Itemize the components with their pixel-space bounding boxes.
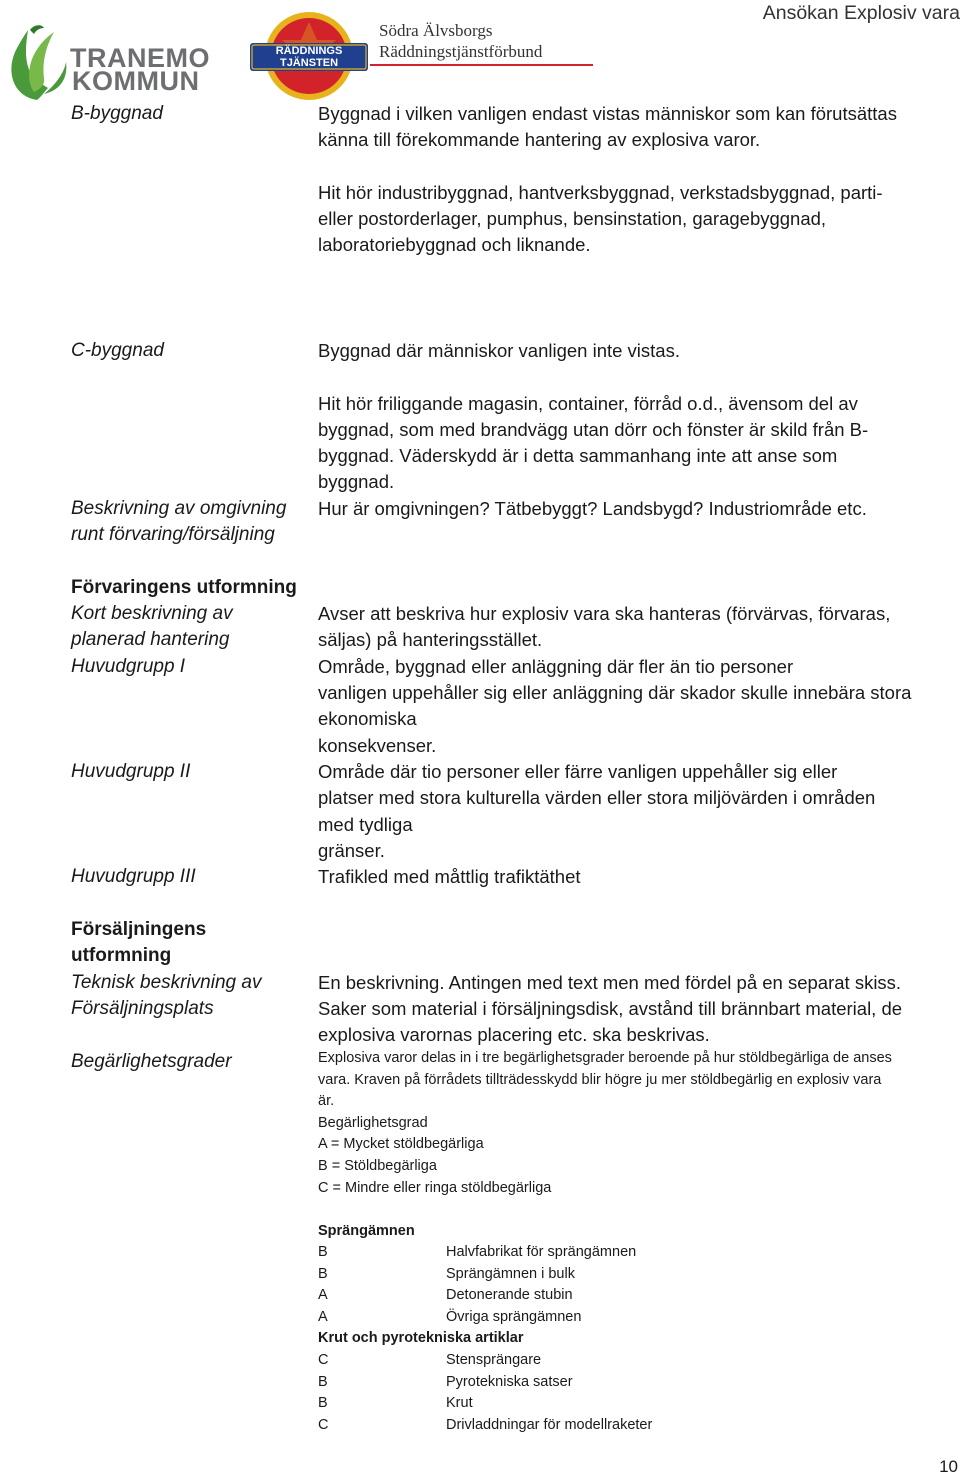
org-name-line1: Södra Älvsborgs — [379, 21, 493, 40]
item-grade: C — [318, 1352, 329, 1368]
huvudgrupp-2-text: platser med stora kulturella värden eller stora miljövärden i områden — [318, 787, 876, 808]
huvudgrupp-3-label: Huvudgrupp III — [71, 866, 196, 887]
teknisk-beskrivning-text: Saker som material i försäljningsdisk, avstånd till brännbart material, de — [318, 998, 903, 1019]
crane-bird-icon — [4, 22, 70, 102]
item-grade: C — [318, 1417, 329, 1433]
group-heading-sprangamnen: Sprängämnen — [318, 1223, 415, 1239]
teknisk-beskrivning-text: explosiva varornas placering etc. ska beskrivas. — [318, 1024, 710, 1045]
kort-beskrivning-text: säljas) på hanteringsstället. — [318, 629, 543, 650]
b-byggnad-text-line: Byggnad i vilken vanligen endast vistas människor som kan förutsättas — [318, 103, 897, 124]
begarlighet-intro: är. — [318, 1093, 335, 1109]
huvudgrupp-2-label: Huvudgrupp II — [71, 761, 191, 782]
item-grade: B — [318, 1266, 328, 1282]
teknisk-beskrivning-label: Teknisk beskrivning av — [71, 972, 262, 993]
c-byggnad-label: C-byggnad — [71, 340, 164, 361]
item-name: Stensprängare — [446, 1352, 542, 1368]
c-byggnad-text-line: Hit hör friliggande magasin, container, förråd o.d., ävensom del av — [318, 393, 858, 414]
c-byggnad-text-line: byggnad, som med brandvägg utan dörr och fönster är skild från B- — [318, 419, 869, 440]
huvudgrupp-1-text: ekonomiska — [318, 708, 417, 729]
document-title: Ansökan Explosiv vara — [762, 2, 960, 24]
c-byggnad-text-line: byggnad. — [318, 471, 395, 492]
huvudgrupp-1-text: konsekvenser. — [318, 735, 437, 756]
item-name: Pyrotekniska satser — [446, 1374, 573, 1390]
huvudgrupp-2-text: Område där tio personer eller färre vanligen uppehåller sig eller — [318, 761, 838, 782]
b-byggnad-text-line: laboratoriebyggnad och liknande. — [318, 234, 591, 255]
item-name: Drivladdningar för modellraketer — [446, 1417, 653, 1433]
huvudgrupp-3-text: Trafikled med måttlig trafiktäthet — [318, 866, 581, 887]
item-name: Sprängämnen i bulk — [446, 1266, 575, 1282]
org-name-underline — [370, 64, 593, 66]
forsaljning-heading: Försäljningens — [71, 919, 207, 940]
grade-definition: C = Mindre eller ringa stöldbegärliga — [318, 1180, 552, 1196]
omgivning-label: runt förvaring/försäljning — [71, 524, 275, 545]
b-byggnad-text-line: känna till förekommande hantering av explosiva varor. — [318, 129, 761, 150]
grade-definition: A = Mycket stöldbegärliga — [318, 1136, 484, 1152]
tranemo-kommun-logo — [4, 22, 210, 102]
rt-logo-line2: TJÄNSTEN — [279, 57, 339, 69]
begarlighet-intro: vara. Kraven på förrådets tillträdesskydd blir högre ju mer stöldbegärlig en explosiv vara — [318, 1072, 882, 1088]
huvudgrupp-1-label: Huvudgrupp I — [71, 656, 186, 677]
rt-logo-line1: RÄDDNINGS — [275, 45, 343, 57]
omgivning-question: Hur är omgivningen? Tätbebyggt? Landsbygd? Industriområde etc. — [318, 498, 867, 519]
raddningstjansten-logo — [250, 10, 368, 102]
item-grade: B — [318, 1374, 328, 1390]
item-name: Övriga sprängämnen — [446, 1309, 582, 1325]
kort-beskrivning-text: Avser att beskriva hur explosiv vara ska hanteras (förvärvas, förvaras, — [318, 603, 891, 624]
tranemo-logo-line2: KOMMUN — [72, 66, 200, 96]
huvudgrupp-2-text: med tydliga — [318, 814, 413, 835]
teknisk-beskrivning-text: En beskrivning. Antingen med text men med fördel på en separat skiss. — [318, 972, 902, 993]
b-byggnad-text-line: Hit hör industribyggnad, hantverksbyggnad, verkstadsbyggnad, parti- — [318, 182, 883, 203]
huvudgrupp-1-text: Område, byggnad eller anläggning där fler än tio personer — [318, 656, 794, 677]
grade-heading: Begärlighetsgrad — [318, 1115, 428, 1131]
page-number: 10 — [939, 1457, 958, 1476]
item-name: Detonerande stubin — [446, 1287, 573, 1303]
item-grade: B — [318, 1244, 328, 1260]
item-name: Krut — [446, 1395, 473, 1411]
begarlighet-intro: Explosiva varor delas in i tre begärlighetsgrader beroende på hur stöldbegärliga de anses — [318, 1050, 892, 1066]
item-grade: A — [318, 1309, 328, 1325]
item-grade: A — [318, 1287, 328, 1303]
c-byggnad-text-line: byggnad. Väderskydd är i detta sammanhang inte att anse som — [318, 445, 838, 466]
b-byggnad-label: B-byggnad — [71, 103, 163, 124]
forvaring-heading: Förvaringens utformning — [71, 577, 297, 598]
grade-definition: B = Stöldbegärliga — [318, 1158, 437, 1174]
omgivning-label: Beskrivning av omgivning — [71, 498, 287, 519]
begarlighet-label: Begärlighetsgrader — [71, 1051, 232, 1072]
teknisk-beskrivning-label: Försäljningsplats — [71, 998, 214, 1019]
item-name: Halvfabrikat för sprängämnen — [446, 1244, 637, 1260]
huvudgrupp-2-text: gränser. — [318, 840, 385, 861]
org-name-line2: Räddningstjänstförbund — [379, 42, 543, 61]
kort-beskrivning-label: Kort beskrivning av — [71, 603, 233, 624]
item-grade: B — [318, 1395, 328, 1411]
forsaljning-heading: utformning — [71, 945, 172, 966]
group-heading-krut: Krut och pyrotekniska artiklar — [318, 1330, 524, 1346]
c-byggnad-text-line: Byggnad där människor vanligen inte vistas. — [318, 340, 680, 361]
kort-beskrivning-label: planerad hantering — [71, 629, 230, 650]
huvudgrupp-1-text: vanligen uppehåller sig eller anläggning där skador skulle innebära stora — [318, 682, 912, 703]
b-byggnad-text-line: eller postorderlager, pumphus, bensinstation, garagebyggnad, — [318, 208, 827, 229]
tranemo-logo-line1: TRANEMO — [70, 43, 210, 73]
